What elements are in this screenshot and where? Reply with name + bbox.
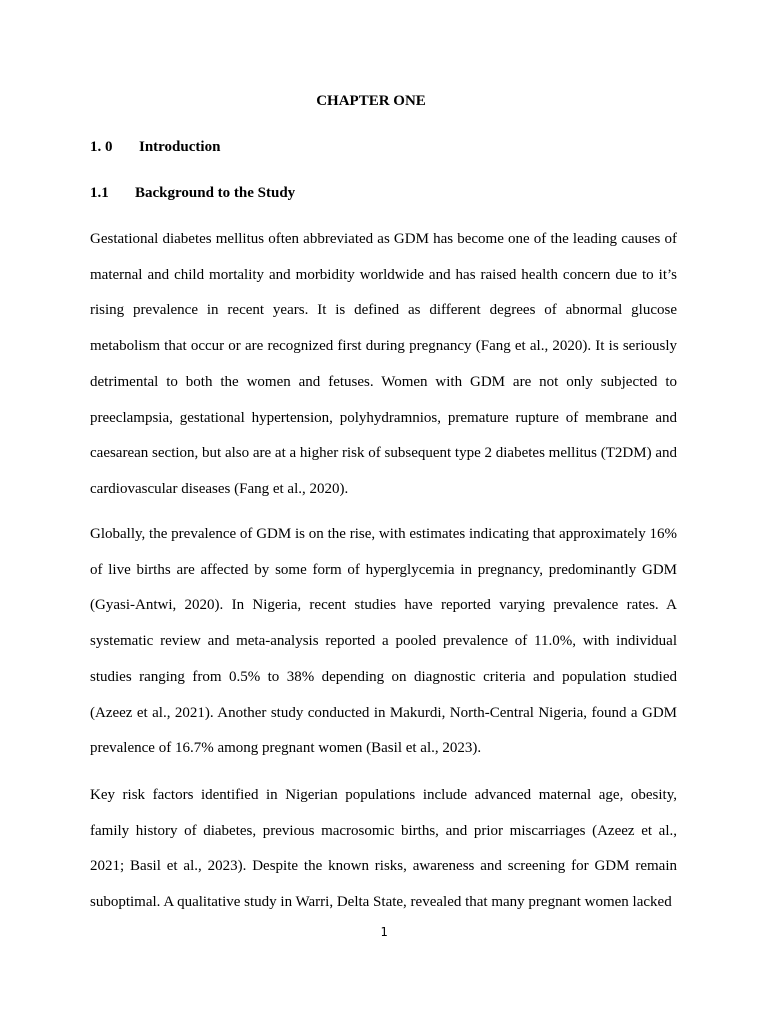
section-number: 1.1: [90, 185, 109, 201]
section-heading-introduction: [90, 139, 220, 156]
body-paragraph: Globally, the prevalence of GDM is on the rise, with estimates indicating that approximately 16% of live births are affected by some form of hyperglycemia in pregnancy, predominantly GDM (Gyasi-Antwi, 2020). In Nigeria, recent studies have reported varying prevalence rates. A systematic review and meta-analysis reported a pooled prevalence of 11.0%, with individual studies ranging from 0.5% to 38% depending on diagnostic criteria and population studied (Azeez et al., 2021). Another study conducted in Makurdi, North-Central Nigeria, found a GDM prevalence of 16.7% among pregnant women (Basil et al., 2023).: [90, 526, 677, 757]
body-paragraph: Gestational diabetes mellitus often abbreviated as GDM has become one of the leading causes of maternal and child mortality and morbidity worldwide and has raised health concern due to it’s rising prevalence in recent years. It is defined as different degrees of abnormal glucose metabolism that occur or are recognized first during pregnancy (Fang et al., 2020). It is seriously detrimental to both the women and fetuses. Women with GDM are not only subjected to preeclampsia, gestational hypertension, polyhydramnios, premature rupture of membrane and caesarean section, but also are at a higher risk of subsequent type 2 diabetes mellitus (T2DM) and cardiovascular diseases (Fang et al., 2020).: [90, 231, 677, 497]
section-title: Introduction: [139, 139, 221, 155]
body-paragraph: Key risk factors identified in Nigerian populations include advanced maternal age, obesity, family history of diabetes, previous macrosomic births, and prior miscarriages (Azeez et al., 2021; Basil et al., 2023). Despite the known risks, awareness and screening for GDM remain suboptimal. A qualitative study in Warri, Delta State, revealed that many pregnant women lacked: [90, 787, 677, 911]
section-heading-background: [90, 185, 295, 202]
page-number: 1: [380, 925, 388, 939]
section-title: Background to the Study: [135, 185, 296, 201]
chapter-title: CHAPTER ONE: [316, 93, 426, 109]
section-number: 1. 0: [90, 139, 113, 155]
